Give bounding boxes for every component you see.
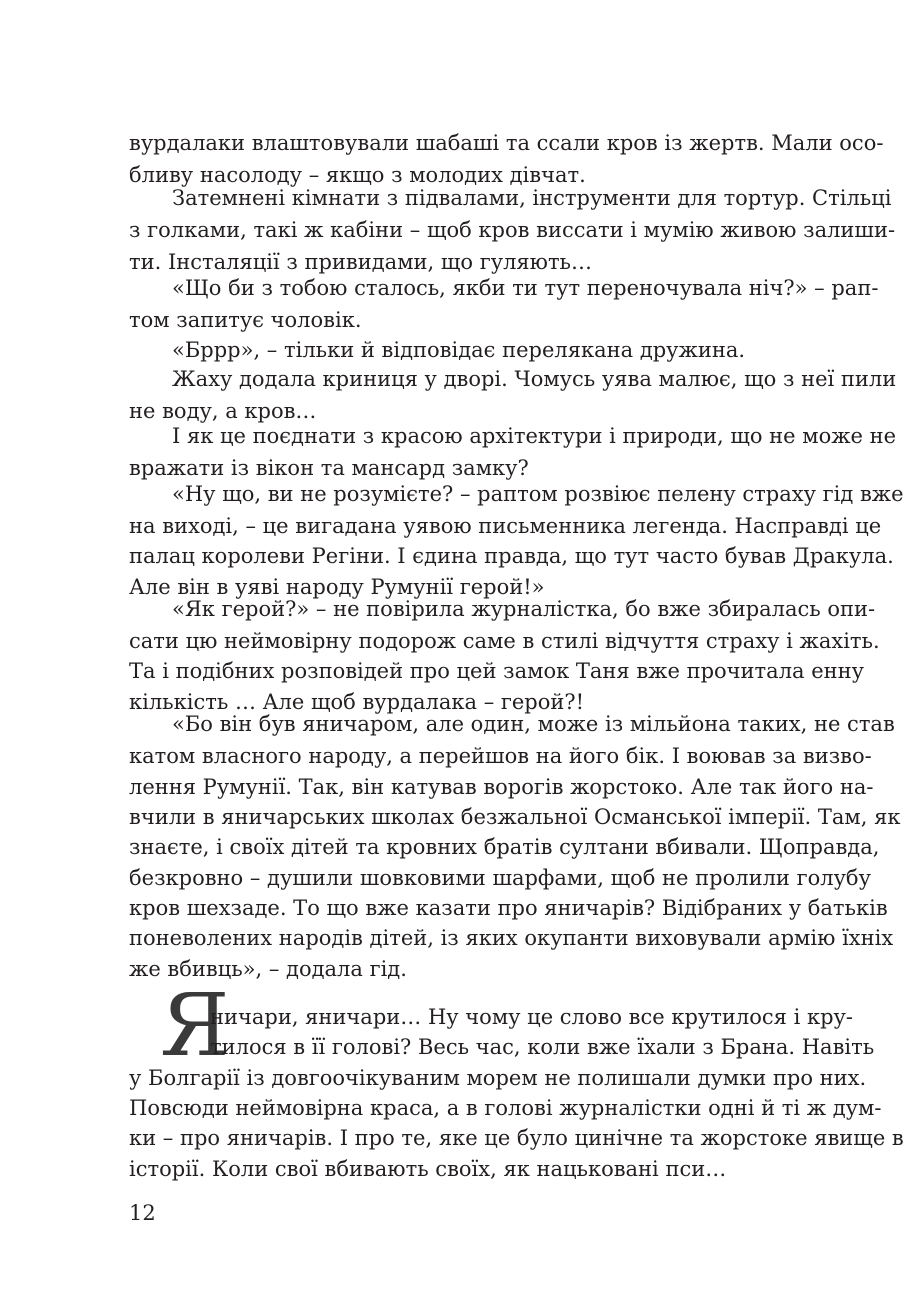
text-line: ти. Інсталяції з привидами, що гуляють… — [129, 250, 592, 274]
text-line: тилося в її голові? Весь час, коли вже їхали з Брана. Навіть — [210, 1035, 875, 1059]
text-line: «Що би з тобою сталось, якби ти тут переночувала ніч?» – рап- — [172, 276, 879, 300]
text-line: кров шехзаде. То що вже казати про яничарів? Відібраних у батьків — [129, 896, 888, 920]
text-line: «Бо він був яничаром, але один, може із мільйона таких, не став — [172, 712, 895, 736]
text-line: на виході, – це вигадана уявою письменника легенда. Насправді це — [129, 514, 882, 538]
text-line: ничари, яничари… Ну чому це слово все крутилося і кру- — [210, 1005, 853, 1029]
text-line: «Ну що, ви не розумієте? – раптом розвіює пелену страху гід вже — [172, 482, 904, 506]
text-line: том запитує чоловік. — [129, 308, 362, 332]
text-line: безкровно – душили шовковими шарфами, щоб не пролили голубу — [129, 866, 871, 890]
text-line: «Як герой?» – не повірила журналістка, бо вже збиралась опи- — [172, 597, 876, 621]
text-line: лення Румунії. Так, він катував ворогів жорстоко. Але так його на- — [129, 775, 874, 799]
text-line: бливу насолоду – якщо з молодих дівчат. — [129, 163, 586, 187]
text-line: Жаху додала криниця у дворі. Чомусь уява малює, що з неї пили — [172, 367, 897, 391]
text-line: вражати із вікон та мансард замку? — [129, 456, 529, 480]
text-line: Але він в уяві народу Румунії герой!» — [129, 575, 545, 599]
text-line: палац королеви Регіни. І єдина правда, що тут часто бував Дракула. — [129, 544, 894, 568]
text-line: знаєте, і своїх дітей та кровних братів султани вбивали. Щоправда, — [129, 835, 880, 859]
page-number: 12 — [129, 1201, 156, 1225]
text-line: ки – про яничарів. І про те, яке це було цинічне та жорстоке явище в — [129, 1126, 904, 1150]
text-line: Затемнені кімнати з підвалами, інструменти для тортур. Стільці — [172, 186, 892, 210]
text-line: вчили в яничарських школах безжальної Османської імперії. Там, як — [129, 805, 901, 829]
text-line: катом власного народу, а перейшов на його бік. І воював за визво- — [129, 744, 872, 768]
text-line: Повсюди неймовірна краса, а в голові журналістки одні й ті ж дум- — [129, 1096, 882, 1120]
text-line: не воду, а кров… — [129, 399, 317, 423]
text-line: же вбивць», – додала гід. — [129, 957, 407, 981]
drop-cap-letter: Я — [160, 976, 230, 1076]
text-line: «Бррр», – тільки й відповідає перелякана дружина. — [172, 338, 746, 362]
text-line: поневолених народів дітей, із яких окупанти виховували армію їхніх — [129, 926, 894, 950]
text-line: Та і подібних розповідей про цей замок Таня вже прочитала енну — [129, 659, 864, 683]
text-line: кількість … Але щоб вурдалака – герой?! — [129, 690, 585, 714]
text-line: вурдалаки влаштовували шабаші та ссали кров із жертв. Мали осо- — [129, 131, 884, 155]
text-line: сати цю неймовірну подорож саме в стилі відчуття страху і жахіть. — [129, 629, 880, 653]
text-line: з голками, такі ж кабіни – щоб кров виссати і мумію живою залиши- — [129, 218, 896, 242]
text-line: у Болгарії із довгоочікуваним морем не полишали думки про них. — [129, 1066, 867, 1090]
text-line: історії. Коли свої вбивають своїх, як нацьковані пси… — [129, 1157, 727, 1181]
text-line: І як це поєднати з красою архітектури і природи, що не може не — [172, 424, 897, 448]
